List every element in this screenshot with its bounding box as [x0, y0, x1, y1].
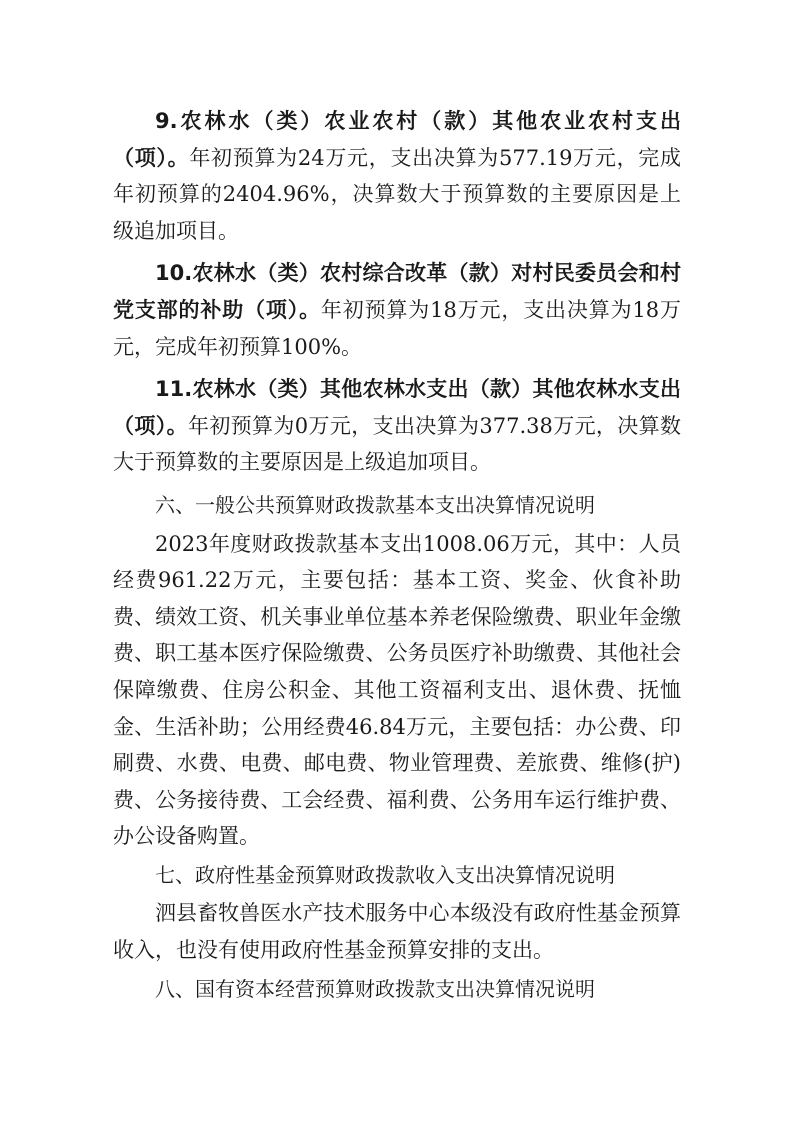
- section-7-body: 泗县畜牧兽医水产技术服务中心本级没有政府性基金预算收入，也没有使用政府性基金预算安排的支出。: [113, 901, 681, 963]
- section-6-heading: 六、一般公共预算财政拨款基本支出决算情况说明: [155, 492, 595, 517]
- item-9-paragraph: [113, 103, 681, 249]
- item-11-title: 11.农林水（类）其他农林水支出（款）其他农林水支出（项）。: [113, 377, 681, 438]
- item-10-body: 年初预算为18万元，支出决算为18万元，完成年初预算100%。: [113, 297, 681, 359]
- item-11-paragraph: [113, 371, 681, 481]
- item-11-body: 年初预算为0万元，支出决算为377.38万元，决算数大于预算数的主要原因是上级追加项目。: [113, 413, 682, 475]
- item-10-paragraph: [113, 255, 681, 365]
- item-10-title: 10.农林水（类）农村综合改革（款）对村民委员会和村党支部的补助（项）。: [113, 261, 681, 322]
- section-8-heading: 八、国有资本经营预算财政拨款支出决算情况说明: [155, 976, 595, 1001]
- section-6-body: 2023年度财政拨款基本支出1008.06万元，其中：人员经费961.22万元，主要包括：基本工资、奖金、伙食补助费、绩效工资、机关事业单位基本养老保险缴费、职业年金缴费、职工基本医疗保险缴费、公务员医疗补助缴费、其他社会保障缴费、住房公积金、其他工资福利支出、退休费、抚恤金、生活补助；公用经费46.84万元，主要包括：办公费、印刷费、水费、电费、邮电费、物业管理费、差旅费、维修(护)费、公务接待费、工会经费、福利费、公务用车运行维护费、办公设备购置。: [113, 531, 681, 849]
- document-page: [113, 103, 681, 1007]
- item-9-title: 9.农林水（类）农业农村（款）其他农业农村支出（项）。: [113, 109, 681, 170]
- item-9-body: 年初预算为24万元，支出决算为577.19万元，完成年初预算的2404.96%，决算数大于预算数的主要原因是上级追加项目。: [113, 145, 682, 243]
- section-7-heading: 七、政府性基金预算财政拨款收入支出决算情况说明: [155, 862, 615, 887]
